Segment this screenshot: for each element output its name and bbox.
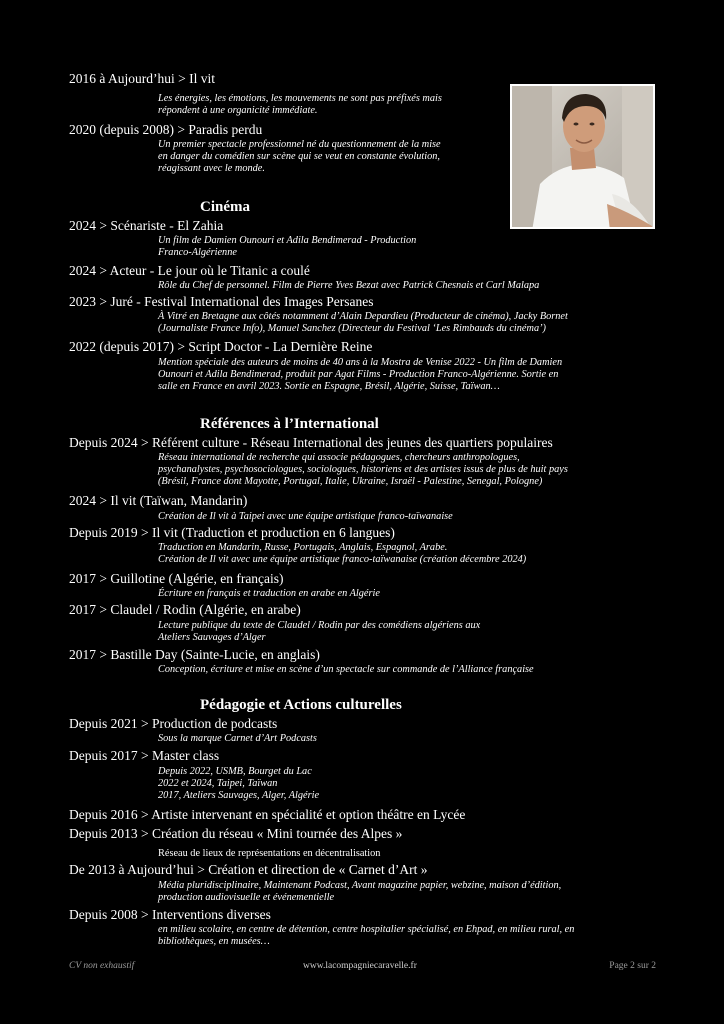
desc-line: À Vitré en Bretagne aux côtés notamment d’Alain Depardieu (Producteur de cinéma), Jacky Bornet [158,311,568,322]
entry-title-referent-culture: Depuis 2024 > Référent culture - Réseau International des jeunes des quartiers populaires [69,435,553,450]
desc-line: Sous la marque Carnet d’Art Podcasts [158,733,317,744]
entry-title-bastille-day: 2017 > Bastille Day (Sainte-Lucie, en anglais) [69,647,320,662]
entry-desc-claudel-rodin [158,620,480,644]
desc-line: Écriture en français et traduction en arabe en Algérie [158,588,380,599]
desc-line: Ounouri et Adila Bendimerad, produit par Agat Films - Production Franco-Algérienne. Sortie en [158,369,559,380]
entry-desc-carnet-dart [158,880,561,904]
desc-line: Média pluridisciplinaire, Maintenant Podcast, Avant magazine papier, webzine, maison d’édition, [158,880,562,891]
desc-line: 2022 et 2024, Taipei, Taïwan [158,778,278,789]
desc-line: 2017, Ateliers Sauvages, Alger, Algérie [158,790,320,801]
entry-title-il-vit-langues: Depuis 2019 > Il vit (Traduction et production en 6 langues) [69,525,395,540]
desc-line: Mention spéciale des auteurs de moins de 40 ans à la Mostra de Venise 2022 - Un film de Damien [158,357,563,368]
desc-line: Conception, écriture et mise en scène d’un spectacle sur commande de l’Alliance française [158,664,534,675]
section-title-pedagogie: Pédagogie et Actions culturelles [200,697,402,713]
desc-line: (Brésil, France dont Mayotte, Portugal, Italie, Ukraine, Israël - Palestine, Senegal, Pologne) [158,476,543,487]
desc-line: Rôle du Chef de personnel. Film de Pierre Yves Bezat avec Patrick Chesnais et Carl Malapa [158,280,540,291]
entry-title-podcasts: Depuis 2021 > Production de podcasts [69,716,278,731]
footer-page-number: Page 2 sur 2 [609,961,656,971]
desc-line: Un film de Damien Ounouri et Adila Bendimerad - Production [158,235,417,246]
entry-title-jure: 2023 > Juré - Festival International des Images Persanes [69,294,374,309]
entry-title-carnet-dart: De 2013 à Aujourd’hui > Création et direction de « Carnet d’Art » [69,862,428,877]
entry-title-titanic: 2024 > Acteur - Le jour où le Titanic a coulé [69,263,310,278]
desc-line: Traduction en Mandarin, Russe, Portugais, Anglais, Espagnol, Arabe. [158,542,448,553]
desc-line: Ateliers Sauvages d’Alger [158,632,266,643]
entry-desc-il-vit-taiwan [158,511,453,523]
section-title-cinema: Cinéma [200,199,250,215]
entry-title-il-vit-taiwan: 2024 > Il vit (Taïwan, Mandarin) [69,493,248,508]
entry-desc-podcasts [158,733,317,745]
entry-title-mini-tournee: Depuis 2013 > Création du réseau « Mini tournée des Alpes » [69,826,403,841]
entry-desc-referent-culture [158,452,568,488]
desc-line: (Journaliste France Info), Manuel Sanchez (Directeur du Festival ‘Les Rimbauds du cinéma’) [158,323,546,334]
desc-line: Réseau international de recherche qui associe pédagogues, chercheurs anthropologues, [158,452,520,463]
desc-line: répondent à une organicité immédiate. [158,105,318,116]
footer-website-link[interactable]: www.lacompagniecaravelle.fr [303,961,417,971]
entry-desc-titanic [158,280,539,292]
entry-desc-el-zahia [158,235,416,259]
entry-desc-script-doctor [158,357,562,393]
portrait-photo [510,84,655,229]
desc-line: salle en France en avril 2023. Sortie en Espagne, Brésil, Algérie, Suisse, Taïwan… [158,381,500,392]
desc-line: Les énergies, les émotions, les mouvements ne sont pas préfixés mais [158,93,442,104]
entry-title-el-zahia: 2024 > Scénariste - El Zahia [69,218,224,233]
entry-title-guillotine: 2017 > Guillotine (Algérie, en français) [69,571,284,586]
entry-title-master-class: Depuis 2017 > Master class [69,748,220,763]
desc-line: réagissant avec le monde. [158,163,265,174]
entry-desc-interventions [158,924,574,948]
desc-line: psychanalystes, psychosociologues, sociologues, historiens et des artistes issus de plus de huit pays [158,464,568,475]
entry-desc-mini-tournee [158,848,380,860]
entry-desc-jure [158,311,568,335]
desc-line: Création de Il vit avec une équipe artistique franco-taïwanaise (création décembre 2024) [158,554,527,565]
entry-desc-guillotine [158,588,380,600]
desc-line: Lecture publique du texte de Claudel / Rodin par des comédiens algériens aux [158,620,481,631]
section-title-international: Références à l’International [200,416,379,432]
desc-line: Un premier spectacle professionnel né du questionnement de la mise [158,139,441,150]
desc-line: Création de Il vit à Taipei avec une équipe artistique franco-taïwanaise [158,511,453,522]
entry-desc-bastille-day [158,664,534,676]
entry-title-paradis-perdu: 2020 (depuis 2008) > Paradis perdu [69,122,263,137]
portrait-illustration [512,86,655,229]
entry-title-interventions: Depuis 2008 > Interventions diverses [69,907,271,922]
entry-desc-il-vit-langues [158,542,526,566]
entry-desc-il-vit [158,93,442,117]
desc-line: en danger du comédien sur scène qui se veut en constante évolution, [158,151,440,162]
entry-desc-master-class [158,766,319,802]
desc-line: bibliothèques, en musées… [158,936,270,947]
desc-line: production audiovisuelle et événementielle [158,892,335,903]
desc-line: Depuis 2022, USMB, Bourget du Lac [158,766,312,777]
entry-title-claudel-rodin: 2017 > Claudel / Rodin (Algérie, en arabe) [69,602,301,617]
entry-title-artiste-intervenant: Depuis 2016 > Artiste intervenant en spécialité et option théâtre en Lycée [69,807,466,822]
entry-title-il-vit: 2016 à Aujourd’hui > Il vit [69,71,215,86]
desc-line: Franco-Algérienne [158,247,237,258]
entry-desc-paradis-perdu [158,139,441,175]
entry-title-script-doctor: 2022 (depuis 2017) > Script Doctor - La Dernière Reine [69,339,373,354]
desc-line: Réseau de lieux de représentations en décentralisation [158,848,381,859]
desc-line: en milieu scolaire, en centre de détention, centre hospitalier spécialisé, en Ehpad, en milieu rural, en [158,924,575,935]
footer-note: CV non exhaustif [69,961,135,971]
